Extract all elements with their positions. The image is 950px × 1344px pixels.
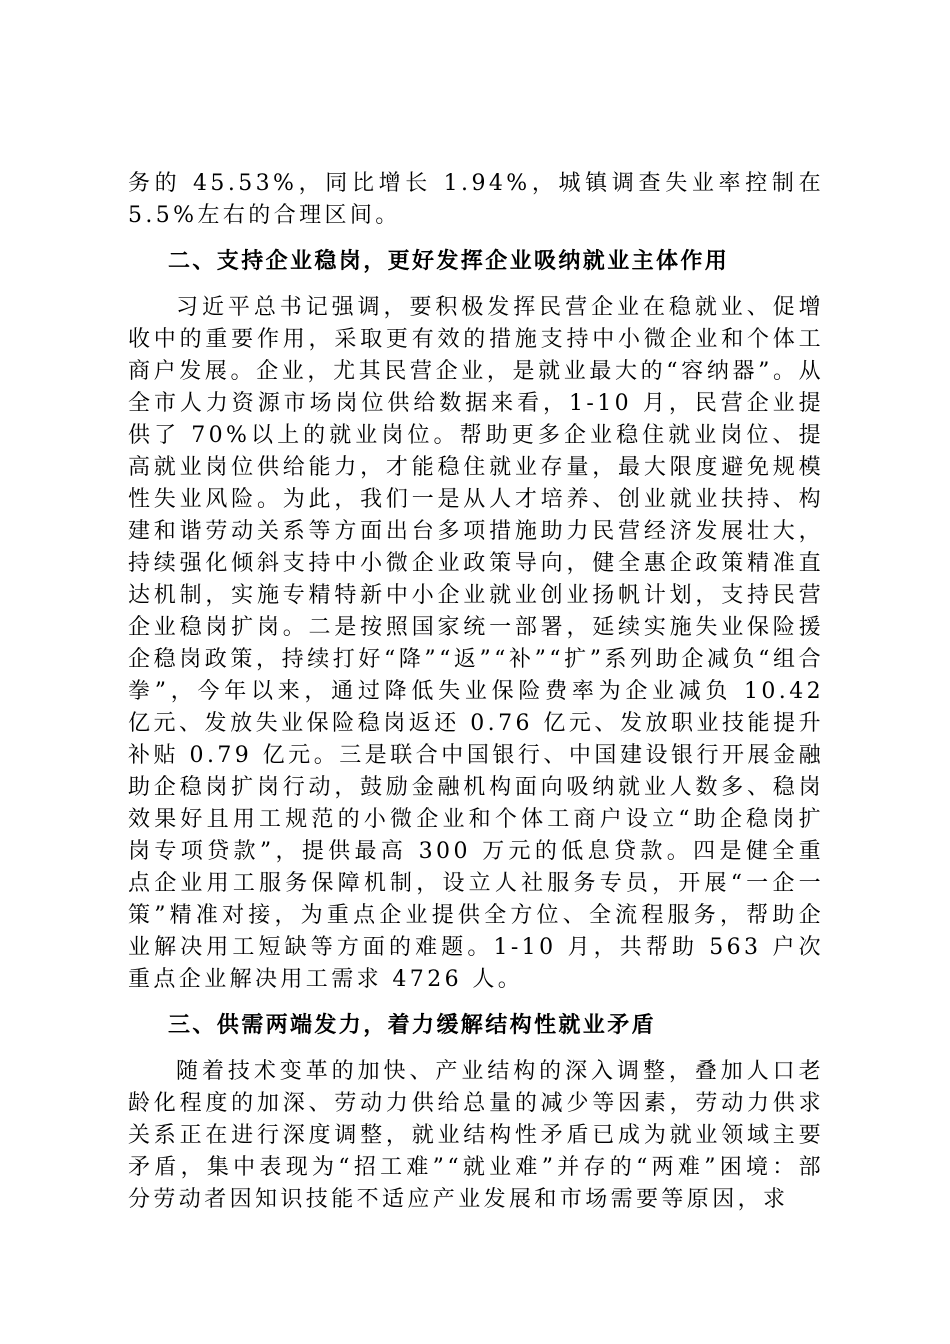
paragraph-continuation: 务的 45.53%，同比增长 1.94%，城镇调查失业率控制在 5.5%左右的合理区间。 (128, 171, 824, 228)
section-heading-2: 二、支持企业稳岗，更好发挥企业吸纳就业主体作用 (168, 249, 730, 274)
paragraph-enterprise-support: 习近平总书记强调，要积极发挥民营企业在稳就业、促增收中的重要作用，采取更有效的措施支持中小微企业和个体工商户发展。企业，尤其民营企业，是就业最大的“容纳器”。从全市人力资源市场岗位供给数据来看，1-10 月，民营企业提供了 70%以上的就业岗位。帮助更多企业稳住就业岗位、提高就业岗位供给能力，才能稳住就业存量，最大限度避免规模性失业风险。为此，我们一是从人才培养、创业就业扶持、构建和谐劳动关系等方面出台多项措施助力民营经济发展壮大，持续强化倾斜支持中小微企业政策导向，健全惠企政策精准直达机制，实施专精特新中小企业就业创业扬帆计划，支持民营企业稳岗扩岗。二是按照国家统一部署，延续实施失业保险援企稳岗政策，持续打好“降”“返”“补”“扩”系列助企减负“组合拳”，今年以来，通过降低失业保险费率为企业减负 10.42 亿元、发放失业保险稳岗返还 0.76 亿元、发放职业技能提升补贴 0.79 亿元。三是联合中国银行、中国建设银行开展金融助企稳岗扩岗行动，鼓励金融机构面向吸纳就业人数多、稳岗效果好且用工规范的小微企业和个体工商户设立“助企稳岗扩岗专项贷款”，提供最高 300 万元的低息贷款。四是健全重点企业用工服务保障机制，设立人社服务专员，开展“一企一策”精准对接，为重点企业提供全方位、全流程服务，帮助企业解决用工短缺等方面的难题。1-10 月，共帮助 563 户次重点企业解决用工需求 4726 人。 (128, 295, 824, 992)
document-body (128, 168, 824, 1216)
paragraph-structural-employment: 随着技术变革的加快、产业结构的深入调整，叠加人口老龄化程度的加深、劳动力供给总量的减少等因素，劳动力供求关系正在进行深度调整，就业结构性矛盾已成为就业领域主要矛盾，集中表现为“招工难”“就业难”并存的“两难”困境：部分劳动者因知识技能不适应产业发展和市场需要等原因，求 (128, 1059, 824, 1212)
section-heading-3: 三、供需两端发力，着力缓解结构性就业矛盾 (168, 1013, 657, 1038)
